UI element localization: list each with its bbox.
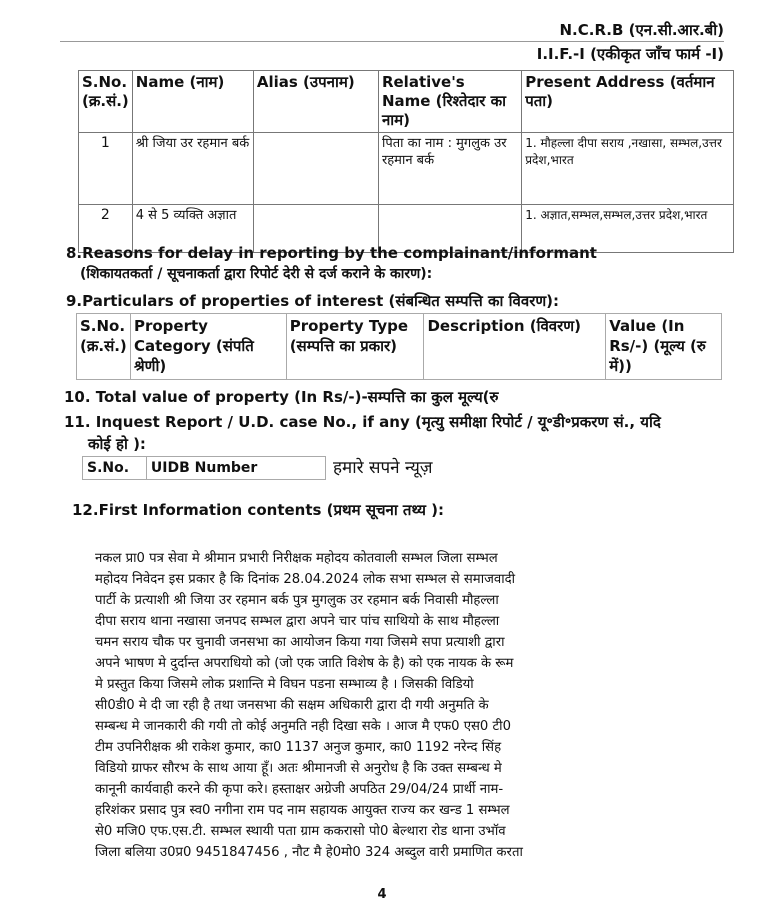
section-12-title: 12.First Information contents (प्रथम सूचना तथ्य ): (72, 501, 445, 519)
cell-name: 4 से 5 व्यक्ति अज्ञात (132, 205, 253, 253)
table-row (79, 133, 734, 205)
cell-sno: 1 (79, 133, 133, 205)
fir-line: दीपा सराय थाना नखासा जनपद सम्भल द्वारा अपने चार पांच साथियो के साथ मौहल्ला (95, 614, 500, 629)
fir-line: जिला बलिया उ0प्र0 9451847456 , नौट मै हे0मो0 324 अब्दुल वारी प्रमाणित करता (95, 845, 523, 860)
cell-present-address: 1. मौहल्ला दीपा सराय ,नखासा, सम्भल,उत्तर प्रदेश,भारत (522, 133, 734, 205)
property-table-header (77, 314, 722, 380)
fir-line: हरिशंकर प्रसाद पुत्र स्व0 नगीना राम पद नाम सहायक आयुक्त राज्य कर खन्ड 1 सम्भल (95, 803, 510, 818)
col-alias: Alias (उपनाम) (253, 71, 378, 133)
section-8-subtitle: (शिकायतकर्ता / सूचनाकर्ता द्वारा रिपोर्ट देरी से दर्ज कराने के कारण): (80, 266, 433, 282)
news-watermark: हमारे सपने न्यूज़ (333, 458, 433, 478)
fir-line: से0 मजि0 एफ.एस.टी. सम्भल स्थायी पता ग्राम ककरासो पो0 बेल्थारा रोड थाना उभॉव (95, 824, 506, 839)
accused-table (78, 70, 734, 253)
fir-line: विडियो ग्राफर सौरभ के साथ आया हूँ। अतः श्रीमानजी से अनुरोध है कि उक्त सम्बन्ध मे (95, 761, 502, 776)
fir-line: सम्बन्ध मे जानकारी की गयी तो कोई अनुमति नही दिखा सके । आज मै एफ0 एस0 टी0 (95, 719, 511, 734)
col-sno: S.No. (क्र.सं.) (79, 71, 133, 133)
property-table (76, 313, 722, 380)
col-name: Name (नाम) (132, 71, 253, 133)
col-sno: S.No. (83, 457, 147, 480)
section-11-title-cont: कोई हो ): (88, 435, 146, 453)
fir-line: अपने भाषण मे दुर्दान्त अपराधियो को (जो एक जाति विशेष के है) को एक नायक के रूम (95, 656, 514, 671)
fir-line: कानूनी कार्यवाही करने की कृपा करे। हस्ताक्षर अग्रेजी अपठित 29/04/24 प्रार्थी नाम- (95, 782, 504, 797)
cell-alias (253, 133, 378, 205)
uidb-table (82, 456, 326, 480)
section-9-title: 9.Particulars of properties of interest (संबन्धित सम्पत्ति का विवरण): (66, 292, 560, 310)
cell-sno: 2 (79, 205, 133, 253)
form-header-iif: I.I.F.-I (एकीकृत जाँच फार्म -I) (536, 45, 724, 63)
col-present-address: Present Address (वर्तमान पता) (522, 71, 734, 133)
cell-present-address: 1. अज्ञात,सम्भल,सम्भल,उत्तर प्रदेश,भारत (522, 205, 734, 253)
fir-line: सी0डी0 मे दी जा रही है तथा जनसभा की सक्षम अधिकारी द्वारा दी गयी अनुमति के (95, 698, 489, 713)
accused-table-header (79, 71, 734, 133)
fir-line: नकल प्रा0 पत्र सेवा मे श्रीमान प्रभारी निरीक्षक महोदय कोतवाली सम्भल जिला सम्भल (95, 551, 498, 566)
fir-line: पार्टी के प्रत्याशी श्री जिया उर रहमान बर्क पुत्र मुगलुक उर रहमान बर्क निवासी मौहल्ला (95, 593, 499, 608)
section-8-title: 8.Reasons for delay in reporting by the complainant/informant (66, 244, 597, 262)
fir-line: मे प्रस्तुत किया जिसमे लोक प्रशान्ति मे विघन पडना सम्भाव्य है । जिसकी विडियो (95, 677, 474, 692)
fir-line: महोदय निवेदन इस प्रकार है कि दिनांक 28.04.2024 लोक सभा सम्भल से समाजवादी (95, 572, 516, 587)
col-sno: S.No. (क्र.सं.) (77, 314, 131, 380)
fir-line: चमन सराय चौक पर चुनावी जनसभा का आयोजन किया गया जिसमे सपा प्रत्याशी द्वारा (95, 635, 505, 650)
col-relative-name: Relative's Name (रिश्तेदार का नाम) (378, 71, 521, 133)
uidb-table-header (83, 457, 326, 480)
col-property-type: Property Type (सम्पत्ति का प्रकार) (286, 314, 424, 380)
section-10-title: 10. Total value of property (In Rs/-)-सम्पत्ति का कुल मूल्य(रु (64, 388, 499, 406)
fir-line: टीम उपनिरीक्षक श्री राकेश कुमार, का0 1137 अनुज कुमार, का0 1192 नरेन्द सिंह (95, 740, 502, 755)
col-property-category: Property Category (संपति श्रेणी) (130, 314, 286, 380)
page-number: 4 (377, 887, 387, 902)
first-information-contents (95, 548, 695, 863)
header-divider (60, 41, 724, 42)
cell-relative-name: पिता का नाम : मुगलुक उर रहमान बर्क (378, 133, 521, 205)
col-value: Value (In Rs/-) (मूल्य (रु में)) (606, 314, 722, 380)
form-header-ncrb: N.C.R.B (एन.सी.आर.बी) (559, 21, 724, 39)
col-description: Description (विवरण) (424, 314, 606, 380)
cell-name: श्री जिया उर रहमान बर्क (132, 133, 253, 205)
col-uidb-number: UIDB Number (146, 457, 325, 480)
section-11-title: 11. Inquest Report / U.D. case No., if any (मृत्यु समीक्षा रिपोर्ट / यू॰डी॰प्रकरण सं., यदि (64, 413, 661, 431)
